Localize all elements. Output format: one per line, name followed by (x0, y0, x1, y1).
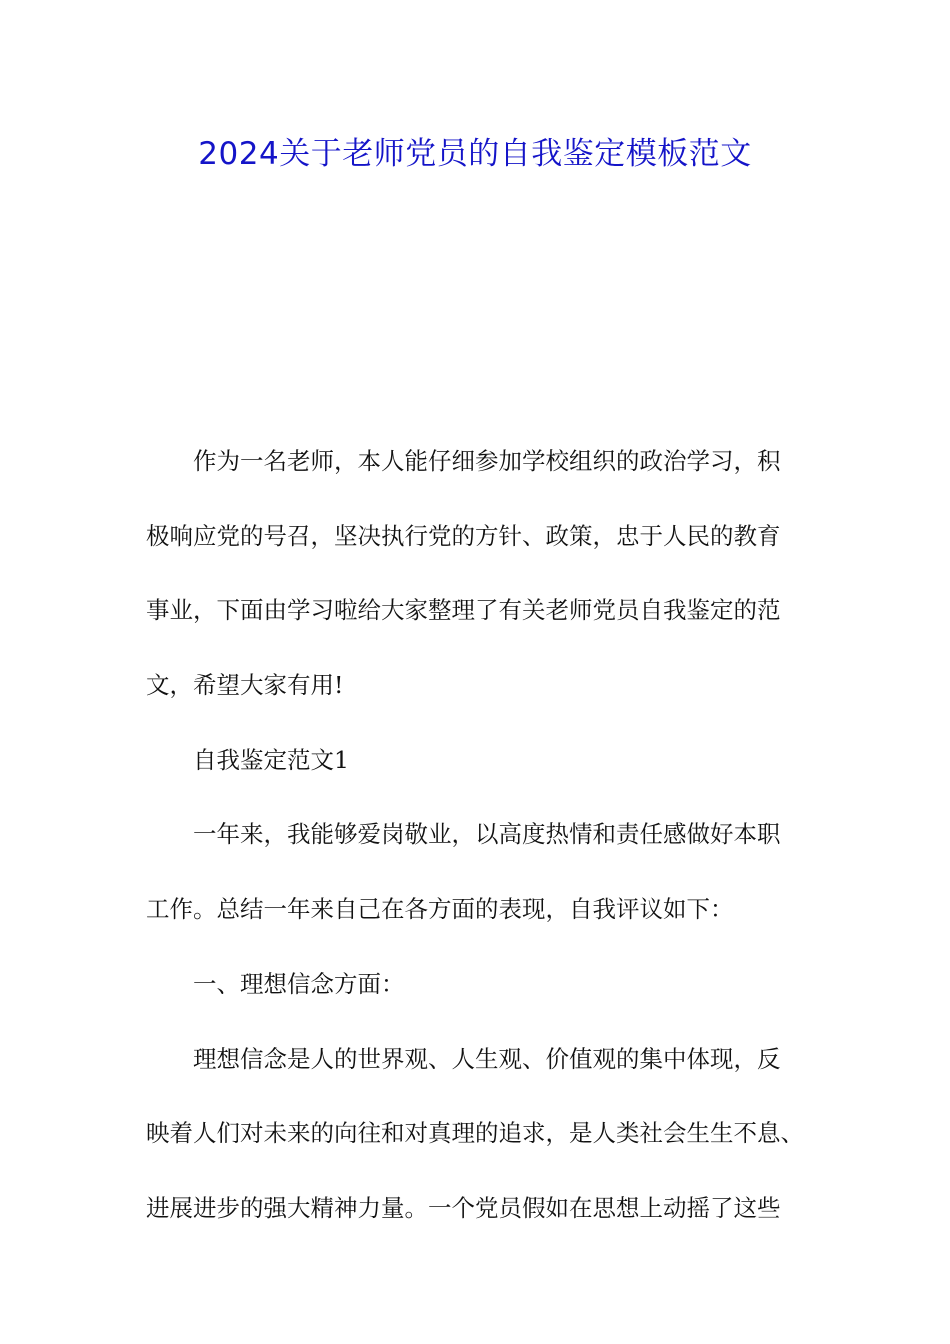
paragraph-line: 工作。总结一年来自己在各方面的表现，自我评议如下： (146, 895, 734, 924)
section-heading: 自我鉴定范文1 (193, 745, 349, 774)
paragraph-line: 映着人们对未来的向往和对真理的追求，是人类社会生生不息、 (146, 1119, 804, 1148)
paragraph-line: 理想信念是人的世界观、人生观、价值观的集中体现，反 (193, 1044, 781, 1073)
paragraph-line: 文，希望大家有用! (146, 671, 344, 700)
paragraph-line: 极响应党的号召，坚决执行党的方针、政策，忠于人民的教育 (146, 521, 781, 550)
document-title: 2024关于老师党员的自我鉴定模板范文 (198, 136, 752, 172)
paragraph-line: 进展进步的强大精神力量。一个党员假如在思想上动摇了这些 (146, 1193, 781, 1222)
paragraph-line: 事业，下面由学习啦给大家整理了有关老师党员自我鉴定的范 (146, 596, 781, 625)
section-heading: 一、理想信念方面： (193, 969, 405, 998)
paragraph-line: 作为一名老师，本人能仔细参加学校组织的政治学习，积 (193, 447, 781, 475)
document-body (146, 424, 811, 1246)
paragraph-line: 一年来，我能够爱岗敬业，以高度热情和责任感做好本职 (193, 820, 781, 849)
